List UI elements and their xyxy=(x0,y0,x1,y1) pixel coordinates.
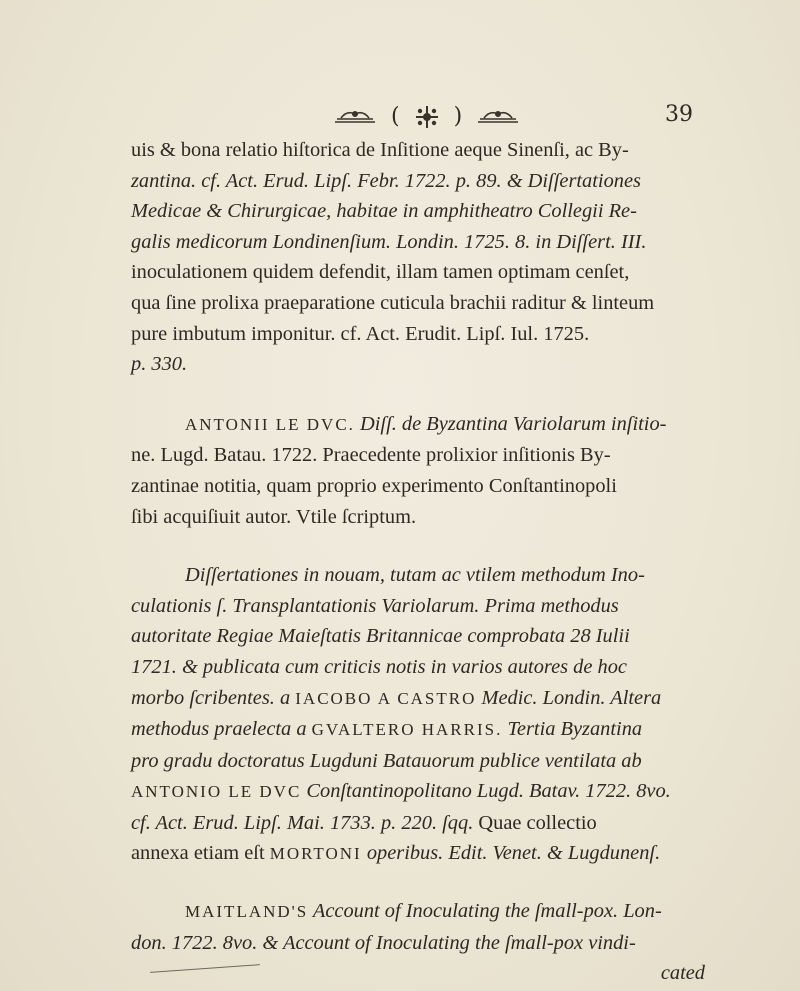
text-line: culationis ſ. Transplantationis Variolarum. Prima methodus xyxy=(131,594,619,617)
paragraph-1 xyxy=(131,135,711,380)
author-name: ANTONII LE DVC. xyxy=(185,414,355,434)
text-line: don. 1722. 8vo. & Account of Inoculating the ſmall-pox vindi- xyxy=(131,931,636,954)
paragraph-3 xyxy=(131,560,711,870)
page-header xyxy=(0,98,800,138)
author-name: ANTONIO LE DVC xyxy=(131,782,302,802)
text-line: cated xyxy=(660,962,705,985)
header-ornaments xyxy=(333,104,520,129)
paragraph-2 xyxy=(131,409,711,532)
ornament-center-icon xyxy=(414,105,440,129)
text-line: morbo ſcribentes. a IACOBO A CASTRO Medic. Londin. Altera xyxy=(131,686,662,709)
author-name: IACOBO A CASTRO xyxy=(295,688,477,708)
paren-open: ( xyxy=(391,104,400,129)
text-line: zantina. cf. Act. Erud. Lipſ. Febr. 1722. p. 89. & Diſſertationes xyxy=(131,169,641,192)
text-line: MAITLAND'S Account of Inoculating the ſmall-pox. Lon- xyxy=(185,900,662,923)
text-line: ne. Lugd. Batau. 1722. Praecedente prolixior inſitionis By- xyxy=(131,444,611,467)
text-line: p. 330. xyxy=(131,353,188,376)
ornament-left-icon xyxy=(333,108,377,126)
paren-close: ) xyxy=(453,104,463,129)
text-line: pure imbutum imponitur. cf. Act. Erudit. Lipſ. Iul. 1725. xyxy=(131,322,590,345)
text-line: cf. Act. Erud. Lipſ. Mai. 1733. p. 220. ſqq. Quae collectio xyxy=(131,811,597,834)
text-line: pro gradu doctoratus Lugduni Batauorum publice ventilata ab xyxy=(131,749,642,772)
text-line: Diſſertationes in nouam, tutam ac vtilem methodum Ino- xyxy=(185,564,645,587)
text-line: ANTONIO LE DVC Conſtantinopolitano Lugd. Batav. 1722. 8vo. xyxy=(131,780,671,803)
page-number: 39 xyxy=(665,102,693,127)
author-name: MORTONI xyxy=(269,844,362,864)
page-body xyxy=(131,135,711,989)
text-line: 1721. & publicata cum criticis notis in varios autores de hoc xyxy=(131,655,627,678)
text-line: inoculationem quidem defendit, illam tamen optimam cenſet, xyxy=(131,261,630,284)
text-line: galis medicorum Londinenſium. Londin. 1725. 8. in Diſſert. III. xyxy=(131,230,647,253)
text-line: autoritate Regiae Maieſtatis Britannicae comprobata 28 Iulii xyxy=(131,625,630,648)
text-line: ſibi acquiſiuit autor. Vtile ſcriptum. xyxy=(131,505,417,528)
author-name: GVALTERO HARRIS. xyxy=(311,720,503,740)
text-line: uis & bona relatio hiſtorica de Inſitione aeque Sinenſi, ac By- xyxy=(131,139,629,161)
text-line: zantinae notitia, quam proprio experimento Conſtantinopoli xyxy=(131,474,617,497)
text-line: ANTONII LE DVC. Diſſ. de Byzantina Variolarum inſitio- xyxy=(185,412,667,435)
paragraph-4 xyxy=(131,896,711,989)
text-line: qua ſine prolixa praeparatione cuticula brachii raditur & linteum xyxy=(131,291,655,314)
text-line: annexa etiam eſt MORTONI operibus. Edit. Venet. & Lugdunenſ. xyxy=(131,842,661,865)
ornament-right-icon xyxy=(476,108,520,126)
text-line: Medicae & Chirurgicae, habitae in amphitheatro Collegii Re- xyxy=(131,200,637,223)
text-line: methodus praelecta a GVALTERO HARRIS. Tertia Byzantina xyxy=(131,718,643,741)
author-name: MAITLAND'S xyxy=(185,902,309,922)
